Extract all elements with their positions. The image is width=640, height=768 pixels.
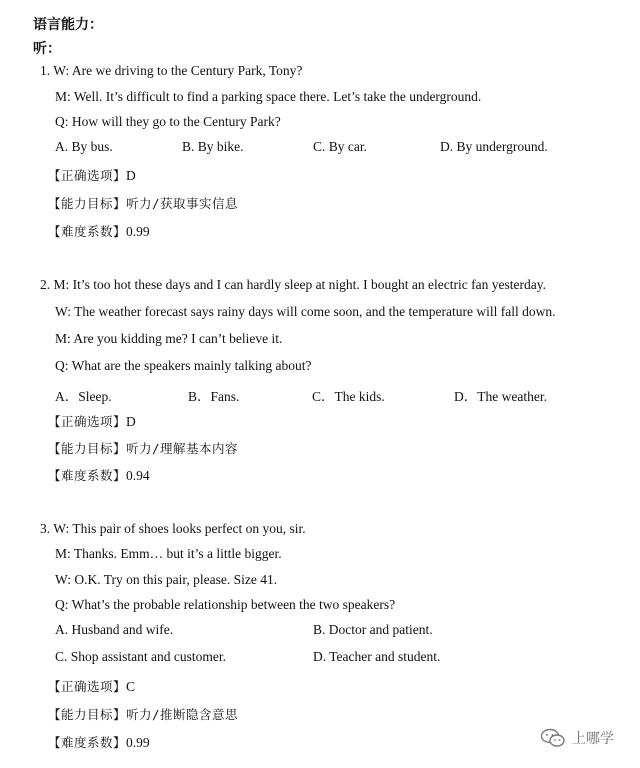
q2-answer [48,412,136,430]
q3-option-c: C. Shop assistant and customer. [55,649,226,664]
q1-option-b: B. By bike. [182,139,244,154]
q3-option-a: A. Husband and wife. [55,622,174,637]
difficulty-value: 0.94 [126,468,150,483]
q1-difficulty [48,222,150,240]
q1-line-2: M: Well. It’s difficult to find a parking space there. Let’s take the underground. [55,89,482,104]
q3-line-3: W: O.K. Try on this pair, please. Size 41. [55,572,278,587]
difficulty-value: 0.99 [126,224,150,239]
q1-question: Q: How will they go to the Century Park? [55,114,281,129]
q2-difficulty [48,466,150,484]
answer-label: 【正确选项】 [48,414,127,429]
ability-label: 【能力目标】 [48,441,127,456]
difficulty-label: 【难度系数】 [48,468,127,483]
difficulty-value: 0.99 [126,735,150,750]
ability-label: 【能力目标】 [48,196,127,211]
q2-line-1: 2. M: It’s too hot these days and I can hardly sleep at night. I bought an electric fan yesterday. [40,277,546,292]
q3-option-b: B. Doctor and patient. [313,622,433,637]
ability-label: 【能力目标】 [48,707,127,722]
q2-option-d: D．The weather. [454,389,547,404]
q2-question: Q: What are the speakers mainly talking about? [55,358,312,373]
ability-value: 听力/推断隐含意思 [126,707,239,722]
watermark [540,728,614,748]
q1-ability [48,194,238,212]
ability-value: 听力/理解基本内容 [126,441,239,456]
difficulty-label: 【难度系数】 [48,735,127,750]
q3-line-1: 3. W: This pair of shoes looks perfect on you, sir. [40,521,306,536]
q3-answer [48,677,135,695]
q2-ability [48,439,238,457]
q3-option-d: D. Teacher and student. [313,649,441,664]
difficulty-label: 【难度系数】 [48,224,127,239]
answer-label: 【正确选项】 [48,168,127,183]
answer-value: D [126,168,136,183]
q1-option-a: A. By bus. [55,139,113,154]
q3-question: Q: What’s the probable relationship between the two speakers? [55,597,396,612]
sub-title: 听： [33,42,61,57]
q3-ability [48,705,238,723]
q2-option-c: C．The kids. [312,389,385,404]
answer-label: 【正确选项】 [48,679,127,694]
q2-line-2: W: The weather forecast says rainy days will come soon, and the temperature will fall down. [55,304,556,319]
q3-difficulty [48,733,150,751]
ability-value: 听力/获取事实信息 [126,196,239,211]
q1-line-1: 1. W: Are we driving to the Century Park, Tony? [40,63,303,78]
section-title: 语言能力： [33,18,103,33]
q1-option-c: C. By car. [313,139,367,154]
q2-option-a: A．Sleep. [55,389,112,404]
q2-line-3: M: Are you kidding me? I can’t believe it. [55,331,283,346]
q1-option-d: D. By underground. [440,139,548,154]
wechat-icon [540,728,566,748]
q3-line-2: M: Thanks. Emm… but it’s a little bigger. [55,546,282,561]
watermark-text: 上哪学 [572,730,614,746]
q2-option-b: B．Fans. [188,389,240,404]
answer-value: D [126,414,136,429]
q1-answer [48,166,136,184]
answer-value: C [126,679,136,694]
